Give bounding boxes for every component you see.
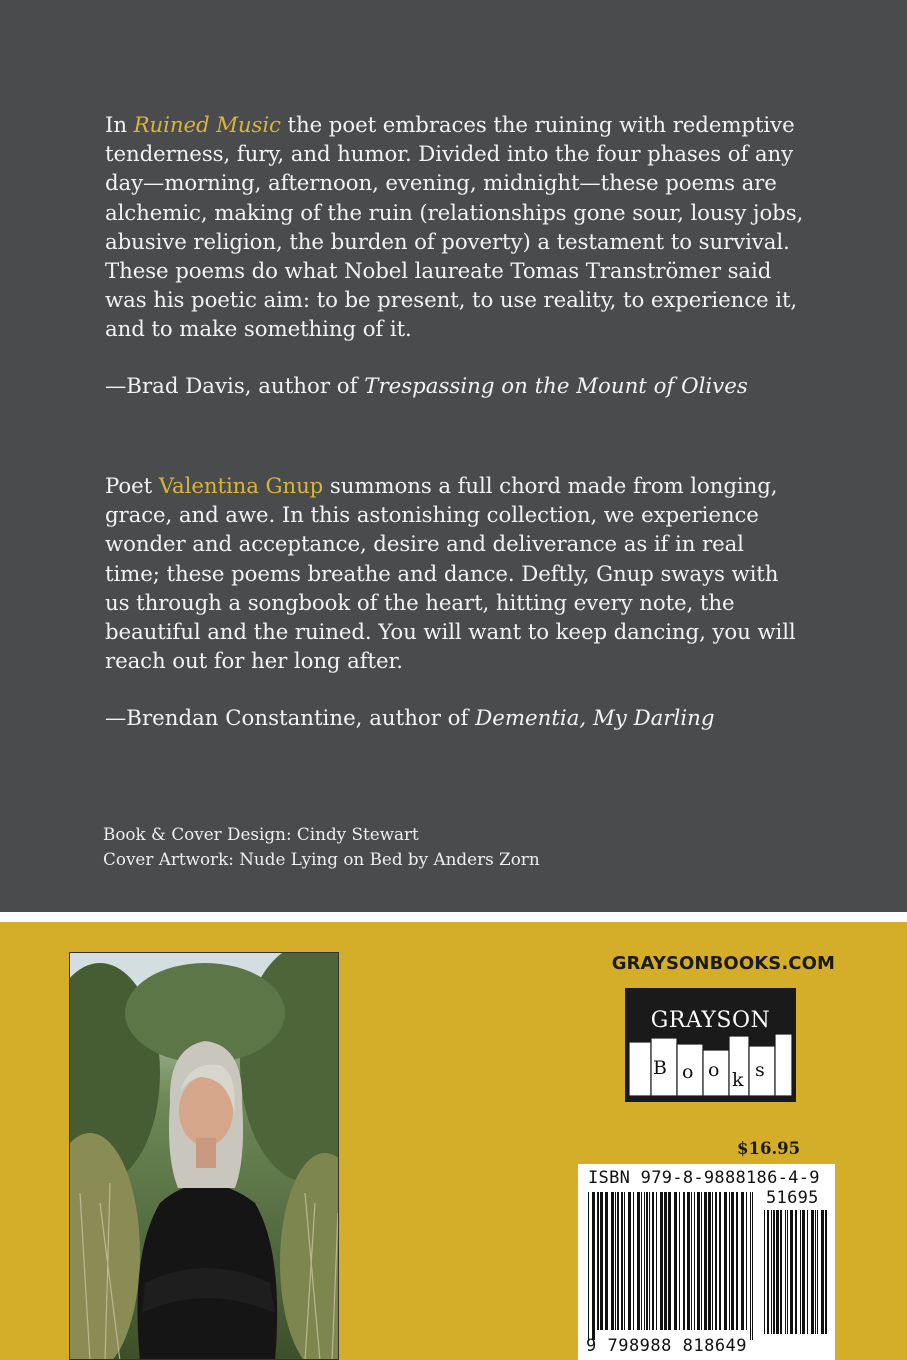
book-title: Ruined Music: [133, 113, 281, 138]
barcode-bar: [785, 1210, 786, 1334]
barcode-bar: [697, 1192, 700, 1330]
barcode-bar: [674, 1192, 677, 1330]
barcode-bar: [633, 1192, 634, 1330]
barcode-bar: [597, 1192, 599, 1330]
blurb-one-body: the poet embraces the ruining with redemptive tenderness, fury, and humor. Divided into the four phases of any day—morning, afternoon, evening, midnight—these poems are alchemic, making of the ruin (relationships gone sour, lousy jobs, abusive religion, the burden of poverty) a testament to survival. These poems do what Nobel laureate Tomas Tranströmer said was his poetic aim: to be present, to use reality, to experience it, and to make something of it.: [105, 113, 804, 343]
barcode-bar: [800, 1210, 801, 1334]
barcode-bar: [588, 1192, 589, 1340]
barcode-bar: [592, 1192, 595, 1340]
barcode-bar: [611, 1192, 614, 1330]
barcode-bar: [679, 1192, 680, 1330]
barcode-bar: [628, 1192, 631, 1330]
author-portrait-photo: [69, 952, 339, 1360]
barcode-bars: [578, 1164, 835, 1360]
logo-letter-k: k: [732, 1069, 744, 1091]
barcode-bar: [821, 1210, 824, 1334]
barcode-bar: [787, 1210, 788, 1334]
barcode-bar: [771, 1210, 772, 1334]
isbn-barcode: [578, 1164, 835, 1360]
barcode-bar: [701, 1192, 702, 1330]
barcode-bar: [724, 1192, 727, 1330]
barcode-bar: [802, 1210, 805, 1334]
logo-letter-o2: o: [708, 1059, 720, 1081]
barcode-bar: [646, 1192, 648, 1330]
publisher-logo: [625, 988, 796, 1102]
barcode-bar: [644, 1192, 645, 1330]
barcode-bar: [660, 1192, 663, 1330]
credit-one: [105, 372, 748, 401]
books-on-shelf-logo: [625, 988, 796, 1102]
blurb-two: [105, 472, 805, 676]
barcode-bar: [807, 1210, 808, 1334]
panel-divider: [0, 912, 907, 922]
barcode-bar: [825, 1210, 827, 1334]
logo-letter-o1: o: [682, 1061, 694, 1083]
blurb-one: [105, 111, 805, 345]
barcode-bar: [708, 1192, 711, 1330]
barcode-bar: [790, 1210, 793, 1334]
barcode-bar: [615, 1192, 616, 1330]
barcode-bar: [656, 1192, 657, 1330]
design-credits: [103, 822, 540, 872]
barcode-bar: [649, 1192, 650, 1330]
barcode-bar: [600, 1192, 603, 1330]
credit-two-work: Dementia, My Darling: [475, 706, 715, 731]
isbn-label: ISBN 979-8-9888186-4-9: [588, 1168, 820, 1188]
barcode-bar: [668, 1192, 671, 1330]
barcode-bar: [621, 1192, 623, 1330]
logo-letter-b: B: [653, 1057, 667, 1079]
blurb-two-intro: Poet: [105, 474, 159, 499]
barcode-bar: [776, 1210, 779, 1334]
barcode-bar: [719, 1192, 721, 1330]
blurb-two-body: summons a full chord made from longing, grace, and awe. In this astonishing collection, we experience wonder and acceptance, desire and deliverance as if in real time; these poems breathe and dance. Deftly, Gnup sways with us through a songbook of the heart, hitting every note, the beautiful and the ruined. You will want to keep dancing, you will reach out for her long after.: [105, 474, 796, 675]
price-label: $16.95: [737, 1139, 801, 1158]
ean-digits: 9 798988 818649: [586, 1336, 748, 1356]
barcode-bar: [815, 1210, 816, 1334]
barcode-bar: [780, 1210, 782, 1334]
barcode-bar: [715, 1192, 717, 1330]
barcode-bar: [683, 1192, 685, 1330]
barcode-bar: [704, 1192, 707, 1330]
barcode-bar: [637, 1192, 640, 1330]
barcode-bar: [773, 1210, 775, 1334]
barcode-bar: [687, 1192, 690, 1330]
credit-two-author: —Brendan Constantine, author of: [105, 706, 476, 731]
poet-name: Valentina Gnup: [158, 474, 324, 499]
blurb-one-intro: In: [105, 113, 134, 138]
barcode-bar: [652, 1192, 654, 1330]
credit-two: [105, 704, 715, 733]
barcode-bar: [664, 1192, 667, 1330]
barcode-bar: [750, 1192, 751, 1340]
barcode-bar: [741, 1192, 744, 1330]
barcode-addon-digits: 51695: [766, 1188, 819, 1208]
barcode-bar: [746, 1192, 747, 1330]
barcode-bar: [617, 1192, 619, 1330]
barcode-bar: [731, 1192, 734, 1330]
barcode-bar: [811, 1210, 814, 1334]
barcode-bar: [764, 1210, 765, 1334]
design-credit-line: Book & Cover Design: Cindy Stewart: [103, 824, 419, 844]
barcode-bar: [624, 1192, 625, 1330]
barcode-bar: [736, 1192, 738, 1330]
barcode-bar: [712, 1192, 713, 1330]
barcode-bar: [767, 1210, 769, 1334]
barcode-bar: [641, 1192, 642, 1330]
publisher-website[interactable]: GRAYSONBOOKS.COM: [611, 953, 835, 974]
barcode-bar: [795, 1210, 797, 1334]
barcode-bar: [752, 1192, 753, 1340]
barcode-bar: [694, 1192, 695, 1330]
logo-letter-s: s: [755, 1059, 765, 1081]
credit-one-work: Trespassing on the Mount of Olives: [364, 374, 748, 399]
barcode-bar: [605, 1192, 608, 1330]
artwork-credit-line: Cover Artwork: Nude Lying on Bed by Anders Zorn: [103, 849, 540, 869]
barcode-bar: [691, 1192, 692, 1330]
credit-one-author: —Brad Davis, author of: [105, 374, 365, 399]
logo-wordmark: GRAYSON: [650, 1008, 771, 1033]
barcode-bar: [729, 1192, 730, 1330]
barcode-bar: [817, 1210, 818, 1334]
